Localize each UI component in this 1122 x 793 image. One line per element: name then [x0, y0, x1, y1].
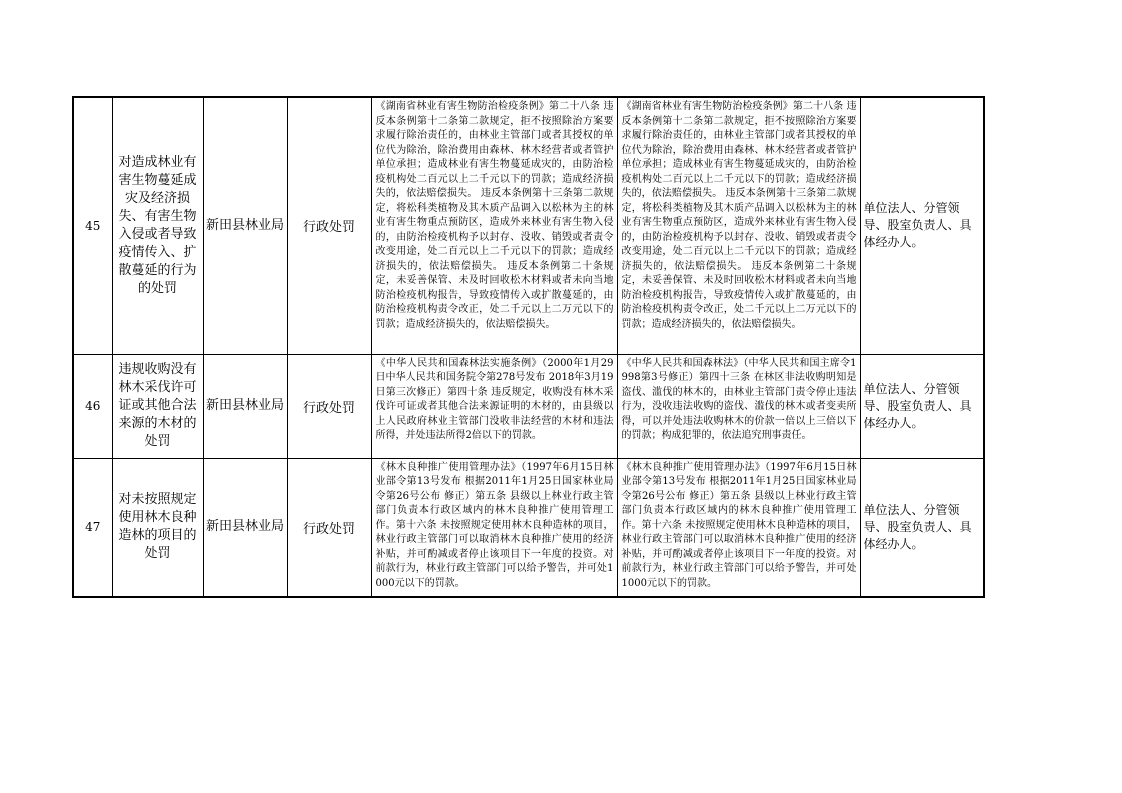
row-number: 47 — [73, 458, 112, 597]
legal-basis: 《湖南省林业有害生物防治检疫条例》第二十八条 违反本条例第十二条第二款规定，拒不按照除治方案要求履行除治责任的，由林业主管部门或者其授权的单位代为除治，除治费用由森林、林木经营者或者管护单位承担；造成林业有害生物蔓延成灾的，由防治检疫机构处二百元以上二千元以下的罚款；造成经济损失的，依法赔偿损失。 违反本条例第十三条第二款规定，将松科类植物及其木质产品调入以松林为主的林业有害生物重点预防区，造成外来林业有害生物入侵的，由防治检疫机构予以封存、没收、销毁或者责令改变用途，处二百元以上二千元以下的罚款；造成经济损失的，依法赔偿损失。 违反本条例第二十条规定，未妥善保管、未及时回收松木材料或者未向当地防治检疫机构报告，导致疫情传入或扩散蔓延的，由防治检疫机构责令改正，处二千元以上二万元以下的罚款；造成经济损失的，依法赔偿损失。 — [371, 97, 617, 354]
penalty-item: 对未按照规定使用林木良种造林的项目的处罚 — [112, 458, 203, 597]
legal-basis-duplicate: 《中华人民共和国森林法》（中华人民共和国主席令1998第3号修正）第四十三条 在林区非法收购明知是盗伐、滥伐的林木的，由林业主管部门责令停止违法行为，没收违法收购的盗伐、滥伐的林木或者变卖所得，可以并处违法收购林木的价款一倍以上三倍以下的罚款；构成犯罪的，依法追究刑事责任。 — [617, 354, 860, 458]
department: 新田县林业局 — [203, 458, 287, 597]
department: 新田县林业局 — [203, 354, 287, 458]
table-row — [73, 97, 984, 354]
responsible-persons: 单位法人、分管领导、股室负责人、具体经办人。 — [860, 97, 984, 354]
row-number: 45 — [73, 97, 112, 354]
table-row — [73, 354, 984, 458]
penalty-item: 违规收购没有林木采伐许可证或其他合法来源的木材的处罚 — [112, 354, 203, 458]
penalty-item: 对造成林业有害生物蔓延成灾及经济损失、有害生物入侵或者导致疫情传入、扩散蔓延的行为的处罚 — [112, 97, 203, 354]
penalty-table — [72, 96, 985, 598]
legal-basis: 《中华人民共和国森林法实施条例》（2000年1月29日中华人民共和国务院令第278号发布 2018年3月19日第三次修正）第四十条 违反规定，收购没有林木采伐许可证或者其他合法来源证明的木材的，由县级以上人民政府林业主管部门没收非法经营的木材和违法所得，并处违法所得2倍以下的罚款。 — [371, 354, 617, 458]
penalty-type: 行政处罚 — [287, 458, 371, 597]
penalty-type: 行政处罚 — [287, 97, 371, 354]
responsible-persons: 单位法人、分管领导、股室负责人、具体经办人。 — [860, 458, 984, 597]
department: 新田县林业局 — [203, 97, 287, 354]
responsible-persons: 单位法人、分管领导、股室负责人、具体经办人。 — [860, 354, 984, 458]
legal-basis: 《林木良种推广使用管理办法》（1997年6月15日林业部令第13号发布 根据2011年1月25日国家林业局令第26号公布 修正）第五条 县级以上林业行政主管部门负责本行政区域内的林木良种推广使用管理工作。第十六条 未按照规定使用林木良种造林的项目，林业行政主管部门可以取消林木良种推广使用的经济补贴，并可酌减或者停止该项目下一年度的投资。对前款行为，林业行政主管部门可以给予警告，并可处1000元以下的罚款。 — [371, 458, 617, 597]
penalty-type: 行政处罚 — [287, 354, 371, 458]
row-number: 46 — [73, 354, 112, 458]
legal-basis-duplicate: 《湖南省林业有害生物防治检疫条例》第二十八条 违反本条例第十二条第二款规定，拒不按照除治方案要求履行除治责任的，由林业主管部门或者其授权的单位代为除治，除治费用由森林、林木经营者或者管护单位承担；造成林业有害生物蔓延成灾的，由防治检疫机构处二百元以上二千元以下的罚款；造成经济损失的，依法赔偿损失。 违反本条例第十三条第二款规定，将松科类植物及其木质产品调入以松林为主的林业有害生物重点预防区，造成外来林业有害生物入侵的，由防治检疫机构予以封存、没收、销毁或者责令改变用途，处二百元以上二千元以下的罚款；造成经济损失的，依法赔偿损失。 违反本条例第二十条规定，未妥善保管、未及时回收松木材料或者未向当地防治检疫机构报告，导致疫情传入或扩散蔓延的，由防治检疫机构责令改正，处二千元以上二万元以下的罚款；造成经济损失的，依法赔偿损失。 — [617, 97, 860, 354]
table-row — [73, 458, 984, 597]
legal-basis-duplicate: 《林木良种推广使用管理办法》（1997年6月15日林业部令第13号发布 根据2011年1月25日国家林业局令第26号公布 修正）第五条 县级以上林业行政主管部门负责本行政区域内的林木良种推广使用管理工作。第十六条 未按照规定使用林木良种造林的项目，林业行政主管部门可以取消林木良种推广使用的经济补贴，并可酌减或者停止该项目下一年度的投资。对前款行为，林业行政主管部门可以给予警告，并可处1000元以下的罚款。 — [617, 458, 860, 597]
